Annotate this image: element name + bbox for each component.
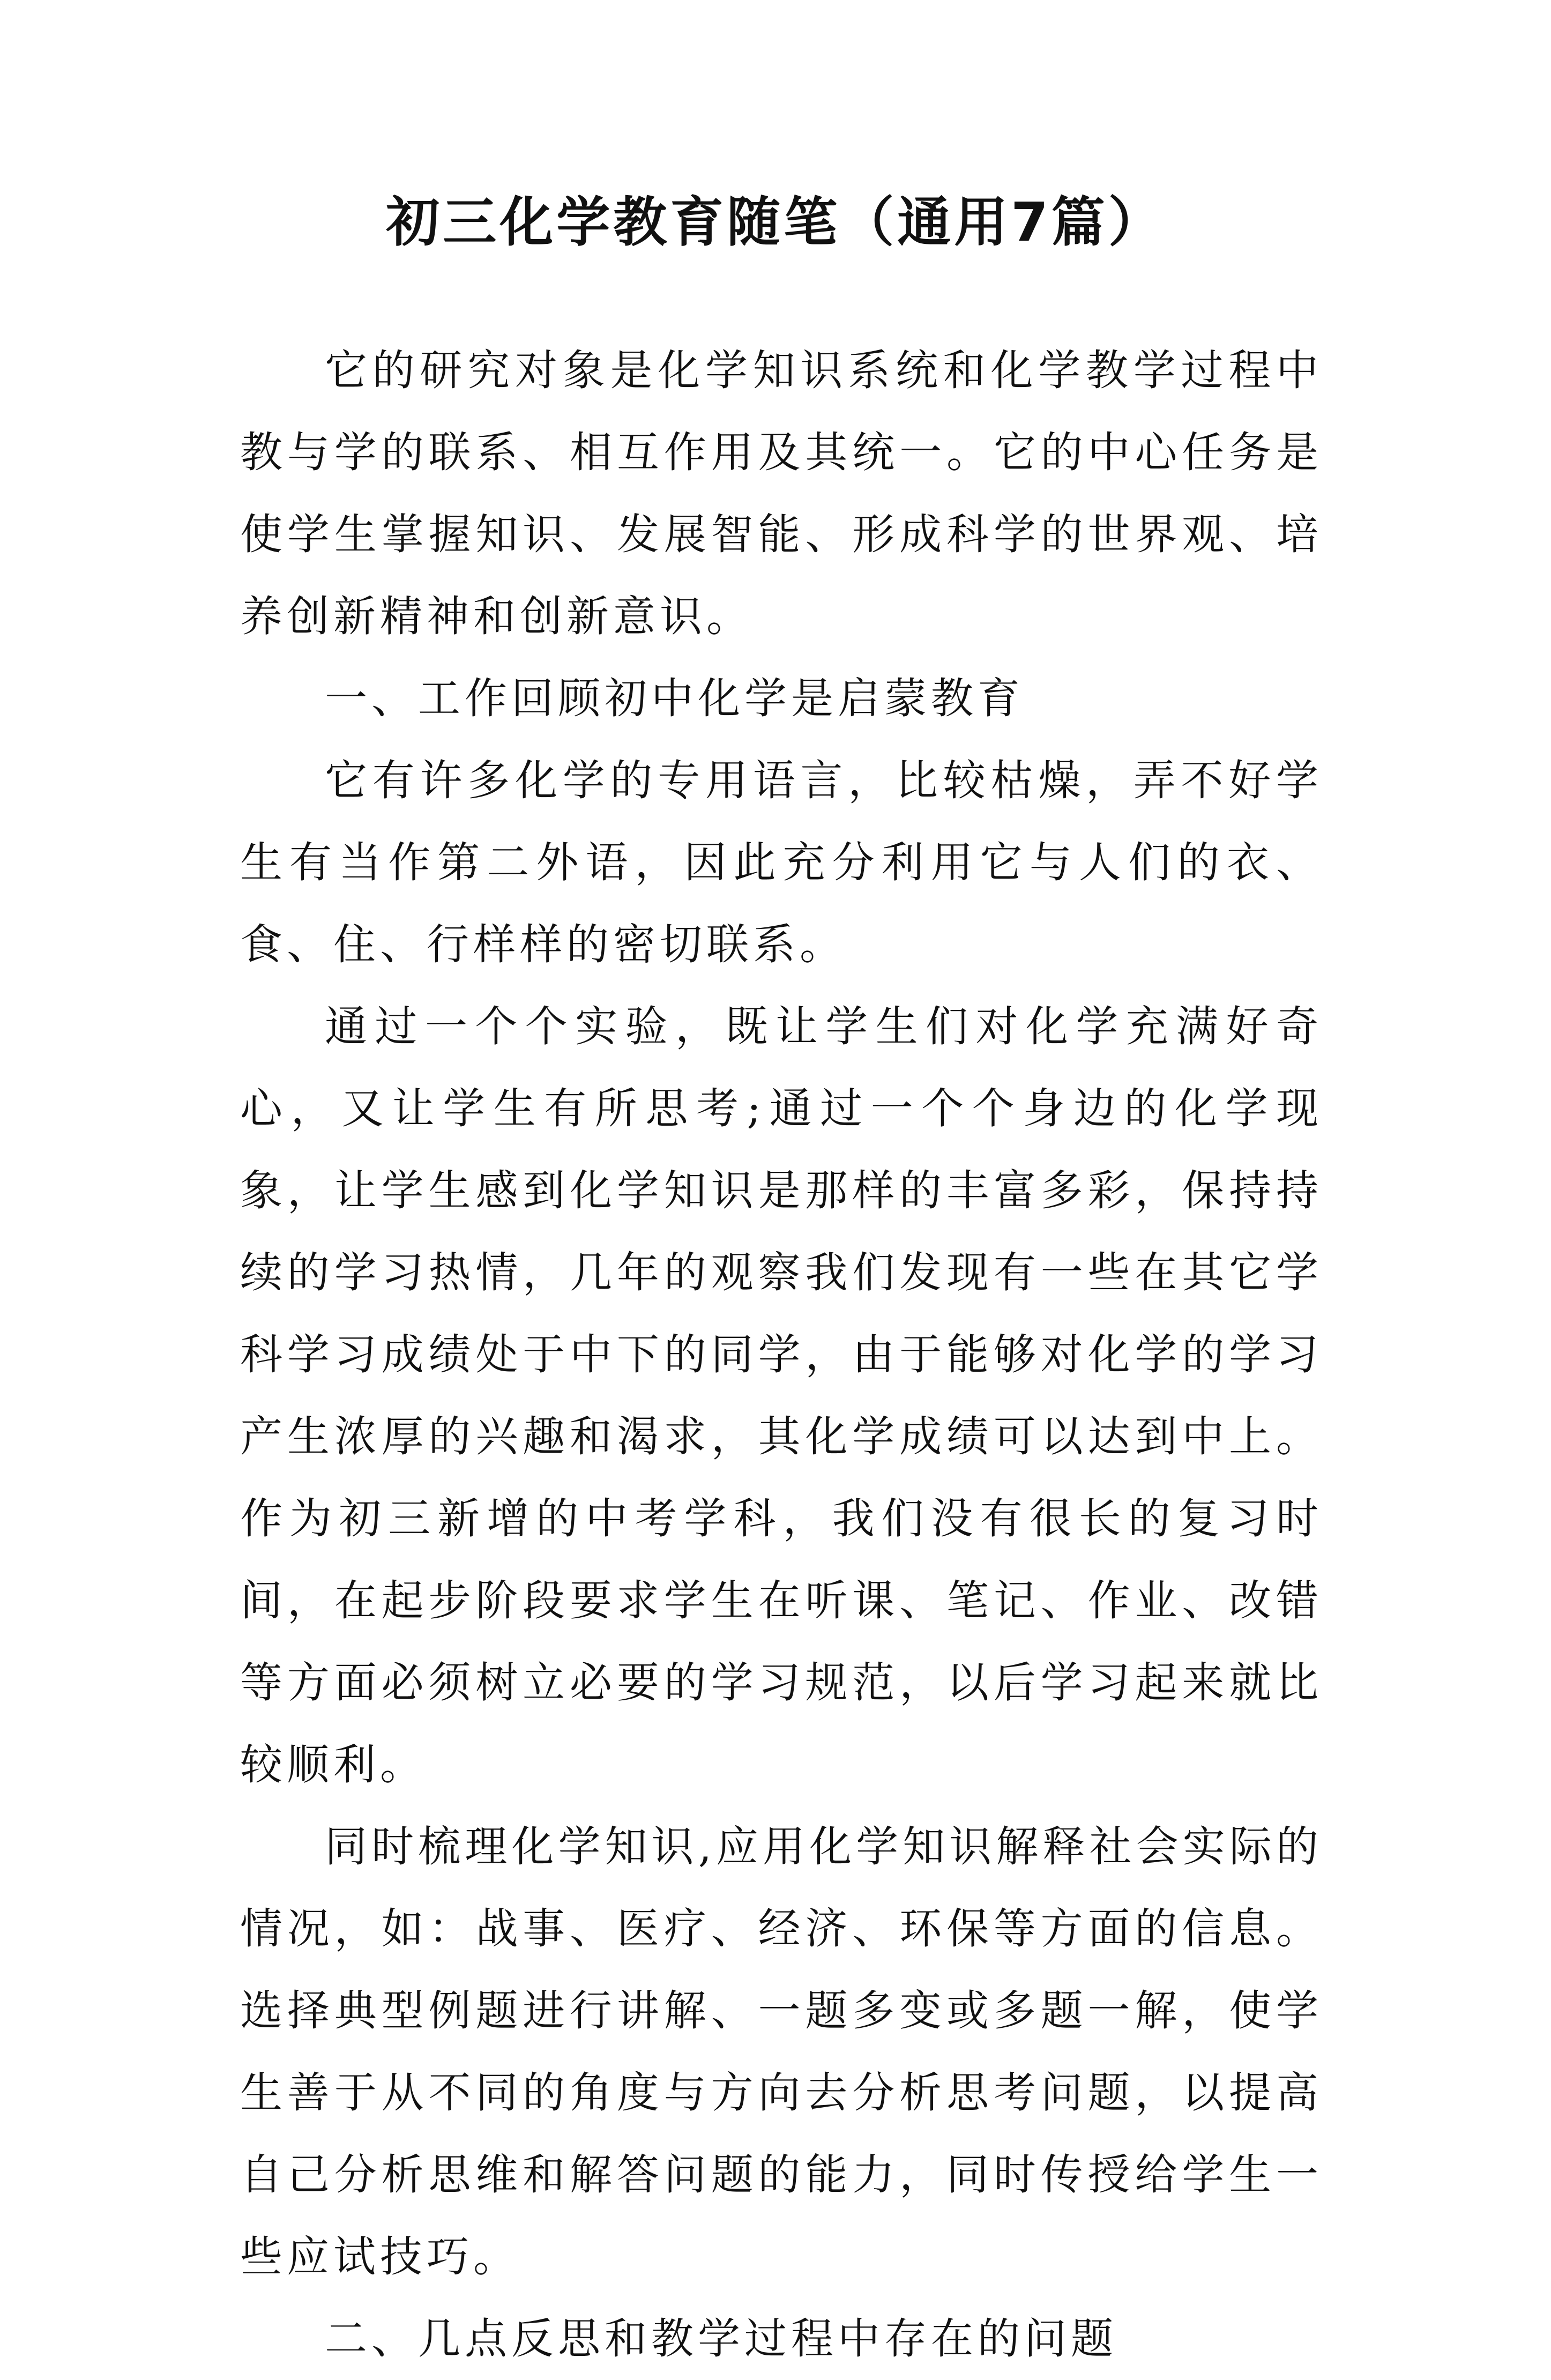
document-title: 初三化学教育随笔（通用7篇） — [386, 191, 1165, 254]
paragraph-intro: 它的研究对象是化学知识系统和化学教学过程中教与学的联系、相互作用及其统一。它的中心任务是使学生掌握知识、发展智能、形成科学的世界观、培养创新精神和创新意识。 — [240, 346, 1323, 641]
section-heading-2: 二、几点反思和教学过程中存在的问题 — [325, 2314, 1117, 2363]
document-body — [240, 330, 1323, 2380]
paragraph-knowledge: 同时梳理化学知识,应用化学知识解释社会实际的情况，如：战事、医疗、经济、环保等方面的信息。选择典型例题进行讲解、一题多变或多题一解，使学生善于从不同的角度与方向去分析思考问题，以提高自己分析思维和解答问题的能力，同时传授给学生一些应试技巧。 — [240, 1822, 1323, 2281]
section-heading-1: 一、工作回顾初中化学是启蒙教育 — [325, 674, 1024, 723]
paragraph-language: 它有许多化学的专用语言，比较枯燥，弄不好学生有当作第二外语，因此充分利用它与人们的衣、食、住、行样样的密切联系。 — [240, 756, 1323, 969]
paragraph-experiments: 通过一个个实验，既让学生们对化学充满好奇心，又让学生有所思考;通过一个个身边的化学现象，让学生感到化学知识是那样的丰富多彩，保持持续的学习热情，几年的观察我们发现有一些在其它学科学习成绩处于中下的同学，由于能够对化学的学习产生浓厚的兴趣和渴求，其化学成绩可以达到中上。作为初三新增的中考学科，我们没有很长的复习时间，在起步阶段要求学生在听课、笔记、作业、改错等方面必须树立必要的学习规范，以后学习起来就比较顺利。 — [240, 1002, 1323, 1789]
